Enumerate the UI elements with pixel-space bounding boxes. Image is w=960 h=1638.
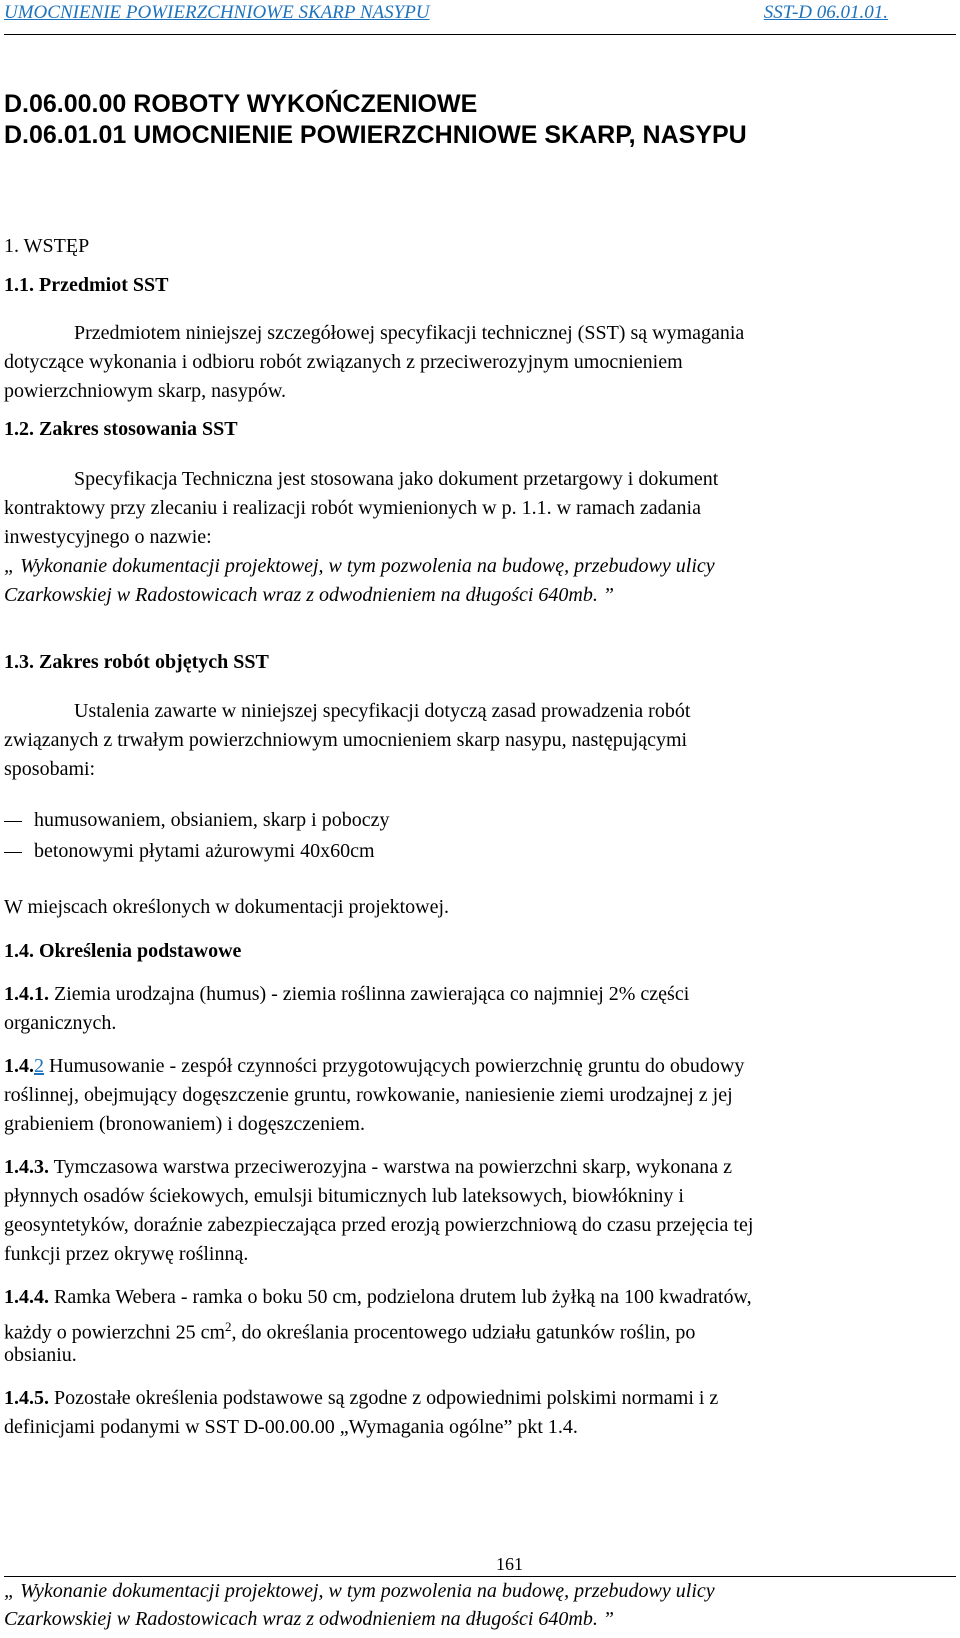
chapter-title: D.06.00.00 ROBOTY WYKOŃCZENIOWE <box>4 90 478 118</box>
paragraph-line: inwestycyjnego o nazwie: <box>4 526 212 548</box>
definition-line: definicjami podanymi w SST D-00.00.00 „Wymagania ogólne” pkt 1.4. <box>4 1416 578 1438</box>
definition-line: grabieniem (bronowaniem) i dogęszczeniem. <box>4 1113 365 1135</box>
paragraph-line: kontraktowy przy zlecaniu i realizacji robót wymienionych w p. 1.1. w ramach zadania <box>4 497 701 519</box>
running-header-title: UMOCNIENIE POWIERZCHNIOWE SKARP NASYPU <box>4 2 430 23</box>
dash-bullet-icon <box>4 821 22 823</box>
definition-line <box>4 1312 695 1348</box>
paragraph-line: dotyczące wykonania i odbioru robót związanych z przeciwerozyjnym umocnieniem <box>4 351 683 373</box>
page-number: 161 <box>496 1554 523 1574</box>
paragraph-line: Ustalenia zawarte w niniejszej specyfikacji dotyczą zasad prowadzenia robót <box>74 700 691 722</box>
paragraph-line: Przedmiotem niniejszej szczegółowej specyfikacji technicznej (SST) są wymagania <box>74 322 745 344</box>
definition-line <box>4 1384 718 1413</box>
list-item-text: betonowymi płytami ażurowymi 40x60cm <box>34 840 375 862</box>
spec-title: D.06.01.01 UMOCNIENIE POWIERZCHNIOWE SKARP, NASYPU <box>4 121 747 149</box>
footer-line: Czarkowskiej w Radostowicach wraz z odwodnieniem na długości 640mb. ” <box>4 1608 614 1630</box>
paragraph-line: sposobami: <box>4 758 96 780</box>
definition-number: 1.4.1. <box>4 983 49 1005</box>
definition-line <box>4 1052 744 1081</box>
definition-text: , do określania procentowego udziału gatunków roślin, po <box>231 1321 696 1344</box>
definition-number: 1.4.4. <box>4 1286 49 1308</box>
list-item <box>4 837 375 866</box>
definition-text: Tymczasowa warstwa przeciwerozyjna - warstwa na powierzchni skarp, wykonana z <box>49 1156 732 1178</box>
project-name-line: Czarkowskiej w Radostowicach wraz z odwodnieniem na długości 640mb. ” <box>4 584 614 606</box>
definition-line: obsianiu. <box>4 1344 77 1366</box>
definition-line: roślinnej, obejmujący dogęszczenie gruntu, rowkowanie, naniesienie ziemi urodzajnej z jej <box>4 1084 733 1106</box>
subsection-heading-1-4: 1.4. Określenia podstawowe <box>4 940 242 962</box>
definition-number: 1.4.3. <box>4 1156 49 1178</box>
definition-number-link: 2 <box>34 1055 44 1077</box>
superscript: 2 <box>225 1319 232 1334</box>
definition-line <box>4 1153 732 1182</box>
list-item-text: humusowaniem, obsianiem, skarp i poboczy <box>34 809 390 831</box>
definition-text: Pozostałe określenia podstawowe są zgodne z odpowiednimi polskimi normami i z <box>49 1387 719 1409</box>
definition-text: Humusowanie - zespół czynności przygotowujących powierzchnię gruntu do obudowy <box>44 1055 745 1077</box>
subsection-heading-1-2: 1.2. Zakres stosowania SST <box>4 418 238 440</box>
paragraph-line: W miejscach określonych w dokumentacji projektowej. <box>4 896 450 918</box>
definition-line: funkcji przez okrywę roślinną. <box>4 1243 249 1265</box>
paragraph-line: Specyfikacja Techniczna jest stosowana jako dokument przetargowy i dokument <box>74 468 719 490</box>
definition-line <box>4 1283 752 1312</box>
paragraph-line: związanych z trwałym powierzchniowym umocnieniem skarp nasypu, następującymi <box>4 729 688 751</box>
definition-line: organicznych. <box>4 1012 117 1034</box>
definition-line <box>4 980 689 1009</box>
definition-number: 1.4.5. <box>4 1387 49 1409</box>
definition-text: Ziemia urodzajna (humus) - ziemia roślinna zawierająca co najmniej 2% części <box>49 983 690 1005</box>
definition-line: płynnych osadów ściekowych, emulsji bitumicznych lub lateksowych, biowłókniny i <box>4 1185 684 1207</box>
subsection-heading-1-3: 1.3. Zakres robót objętych SST <box>4 651 269 673</box>
definition-number: 1.4. <box>4 1055 34 1077</box>
footer-line: „ Wykonanie dokumentacji projektowej, w tym pozwolenia na budowę, przebudowy ulicy <box>4 1580 715 1602</box>
header-rule <box>4 34 956 35</box>
paragraph-line: powierzchniowym skarp, nasypów. <box>4 380 286 402</box>
section-heading: 1. WSTĘP <box>4 235 90 257</box>
definition-text: każdy o powierzchni 25 cm <box>4 1321 226 1344</box>
subsection-heading-1-1: 1.1. Przedmiot SST <box>4 274 169 296</box>
running-header-code: SST-D 06.01.01. <box>763 2 888 23</box>
list-item <box>4 806 390 835</box>
definition-text: Ramka Webera - ramka o boku 50 cm, podzielona drutem lub żyłką na 100 kwadratów, <box>49 1286 752 1308</box>
definition-line: geosyntetyków, doraźnie zabezpieczająca przed erozją powierzchniową do czasu przejęcia tej <box>4 1214 754 1236</box>
dash-bullet-icon <box>4 852 22 854</box>
project-name-line: „ Wykonanie dokumentacji projektowej, w tym pozwolenia na budowę, przebudowy ulicy <box>4 555 715 577</box>
